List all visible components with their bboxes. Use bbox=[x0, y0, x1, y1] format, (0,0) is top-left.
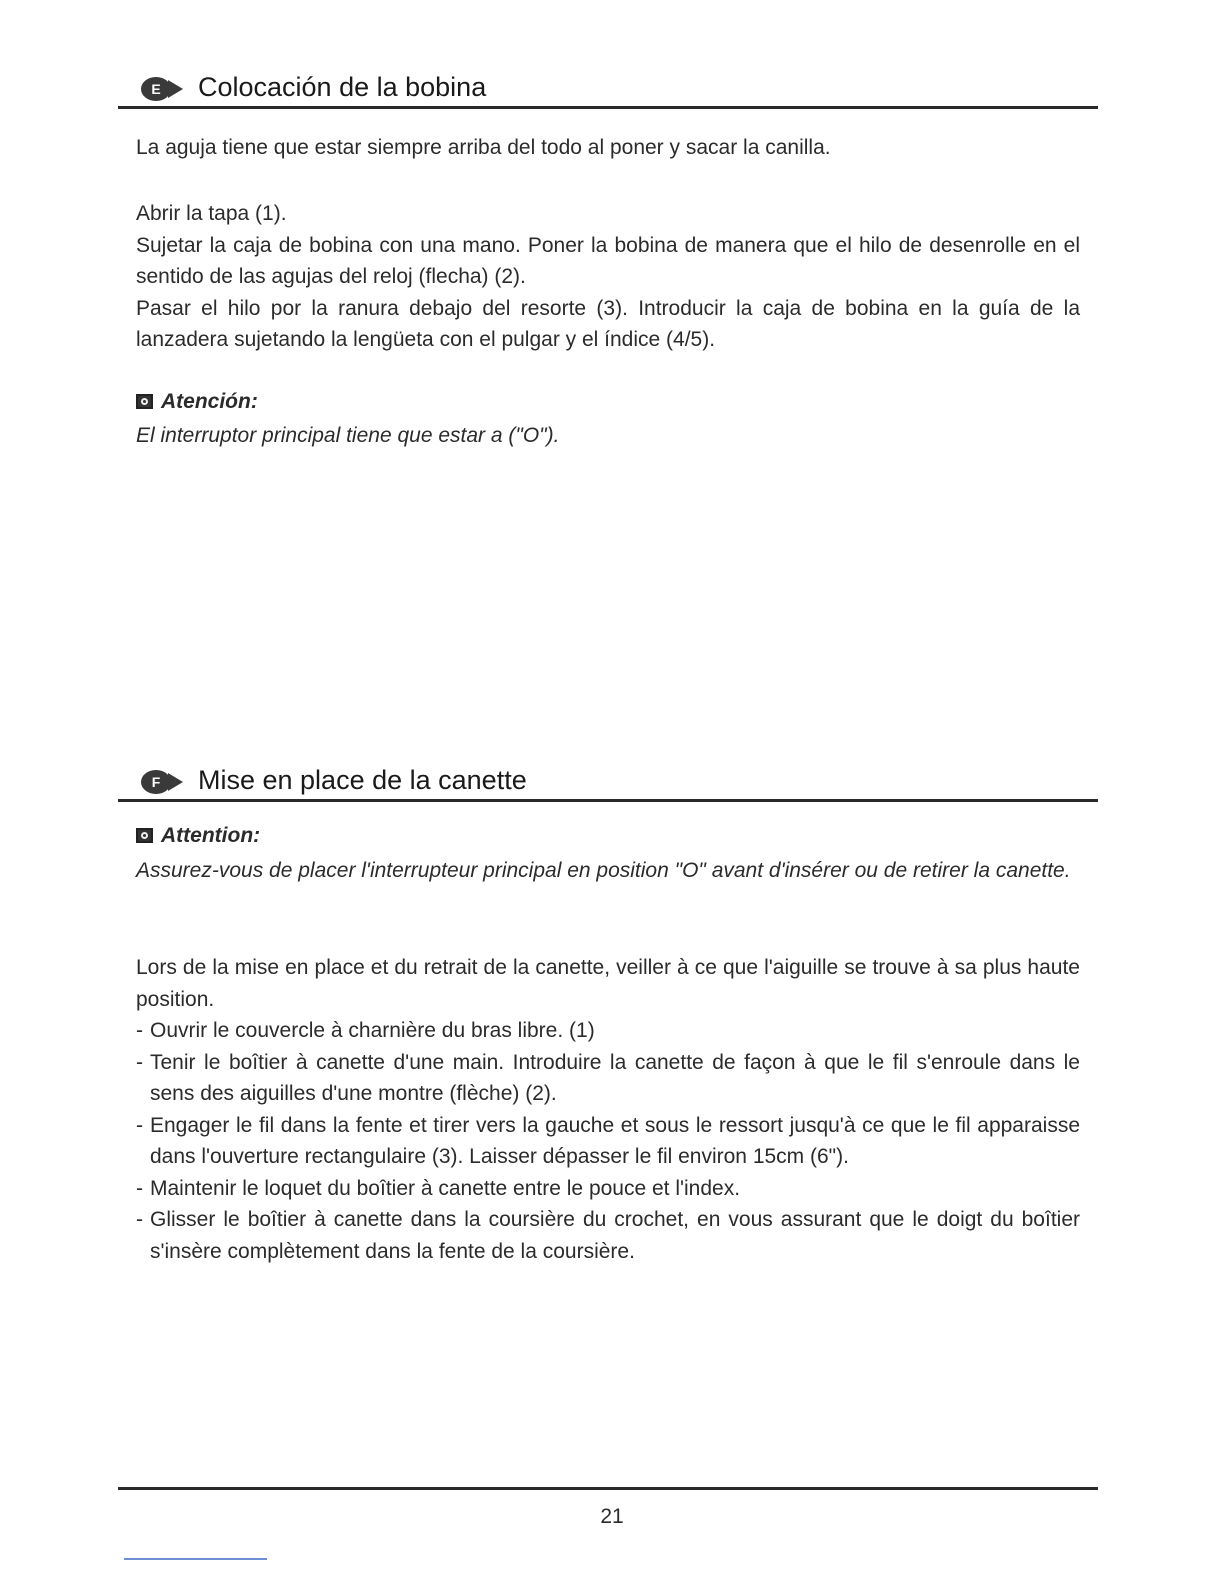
note-icon bbox=[136, 828, 153, 843]
list-item: - Maintenir le loquet du boîtier à canette entre le pouce et l'index. bbox=[136, 1173, 1080, 1205]
header-divider bbox=[118, 106, 1098, 109]
link-underline bbox=[124, 1558, 267, 1560]
instruction-paragraph: Sujetar la caja de bobina con una mano. Poner la bobina de manera que el hilo de desenrolle en el sentido de las agujas del reloj (flecha) (2). bbox=[136, 233, 1080, 288]
badge-letter: E bbox=[151, 81, 161, 97]
section-title: Mise en place de la canette bbox=[198, 765, 527, 795]
header-divider bbox=[118, 799, 1098, 802]
attention-label: Attention: bbox=[161, 824, 261, 847]
section-header-french bbox=[118, 763, 1098, 803]
french-instructions bbox=[136, 952, 1080, 1267]
list-item: - Ouvrir le couvercle à charnière du bras libre. (1) bbox=[136, 1015, 1080, 1047]
list-item: - Tenir le boîtier à canette d'une main. Introduire la canette de façon à que le fil s'enroule dans le sens des aiguilles d'une montre (flèche) (2). bbox=[136, 1047, 1080, 1110]
page-number: 21 bbox=[600, 1505, 624, 1528]
spanish-intro bbox=[136, 132, 1080, 164]
footer-divider bbox=[118, 1487, 1098, 1490]
intro-text: Lors de la mise en place et du retrait de la canette, veiller à ce que l'aiguille se trouve à sa plus haute position. bbox=[136, 956, 1080, 1011]
note-icon bbox=[136, 394, 153, 409]
language-badge-e-icon bbox=[140, 76, 184, 102]
section-title: Colocación de la bobina bbox=[198, 72, 487, 102]
attention-text-french bbox=[136, 855, 1080, 887]
attention-heading-french bbox=[136, 821, 260, 851]
attention-label: Atención: bbox=[161, 390, 258, 413]
instruction-paragraph: Abrir la tapa (1). bbox=[136, 202, 287, 225]
instruction-paragraph: Pasar el hilo por la ranura debajo del resorte (3). Introducir la caja de bobina en la guía de la lanzadera sujetando la lengüeta con el pulgar y el índice (4/5). bbox=[136, 296, 1080, 351]
attention-message: El interruptor principal tiene que estar a ("O"). bbox=[136, 424, 560, 447]
list-item: - Engager le fil dans la fente et tirer vers la gauche et sous le ressort jusqu'à ce que le fil apparaisse dans l'ouverture rectangulaire (3). Laisser dépasser le fil environ 15cm (6"). bbox=[136, 1110, 1080, 1173]
attention-text-spanish bbox=[136, 420, 1080, 452]
attention-heading-spanish bbox=[136, 387, 258, 417]
intro-text: La aguja tiene que estar siempre arriba del todo al poner y sacar la canilla. bbox=[136, 136, 831, 159]
badge-letter: F bbox=[151, 774, 161, 790]
language-badge-f-icon bbox=[140, 769, 184, 795]
section-header-spanish bbox=[118, 70, 1098, 110]
spanish-instructions bbox=[136, 198, 1080, 356]
steps-list bbox=[136, 1015, 1080, 1267]
list-item: - Glisser le boîtier à canette dans la coursière du crochet, en vous assurant que le doigt du boîtier s'insère complètement dans la fente de la coursière. bbox=[136, 1204, 1080, 1267]
attention-message: Assurez-vous de placer l'interrupteur principal en position "O" avant d'insérer ou de retirer la canette. bbox=[136, 859, 1071, 882]
